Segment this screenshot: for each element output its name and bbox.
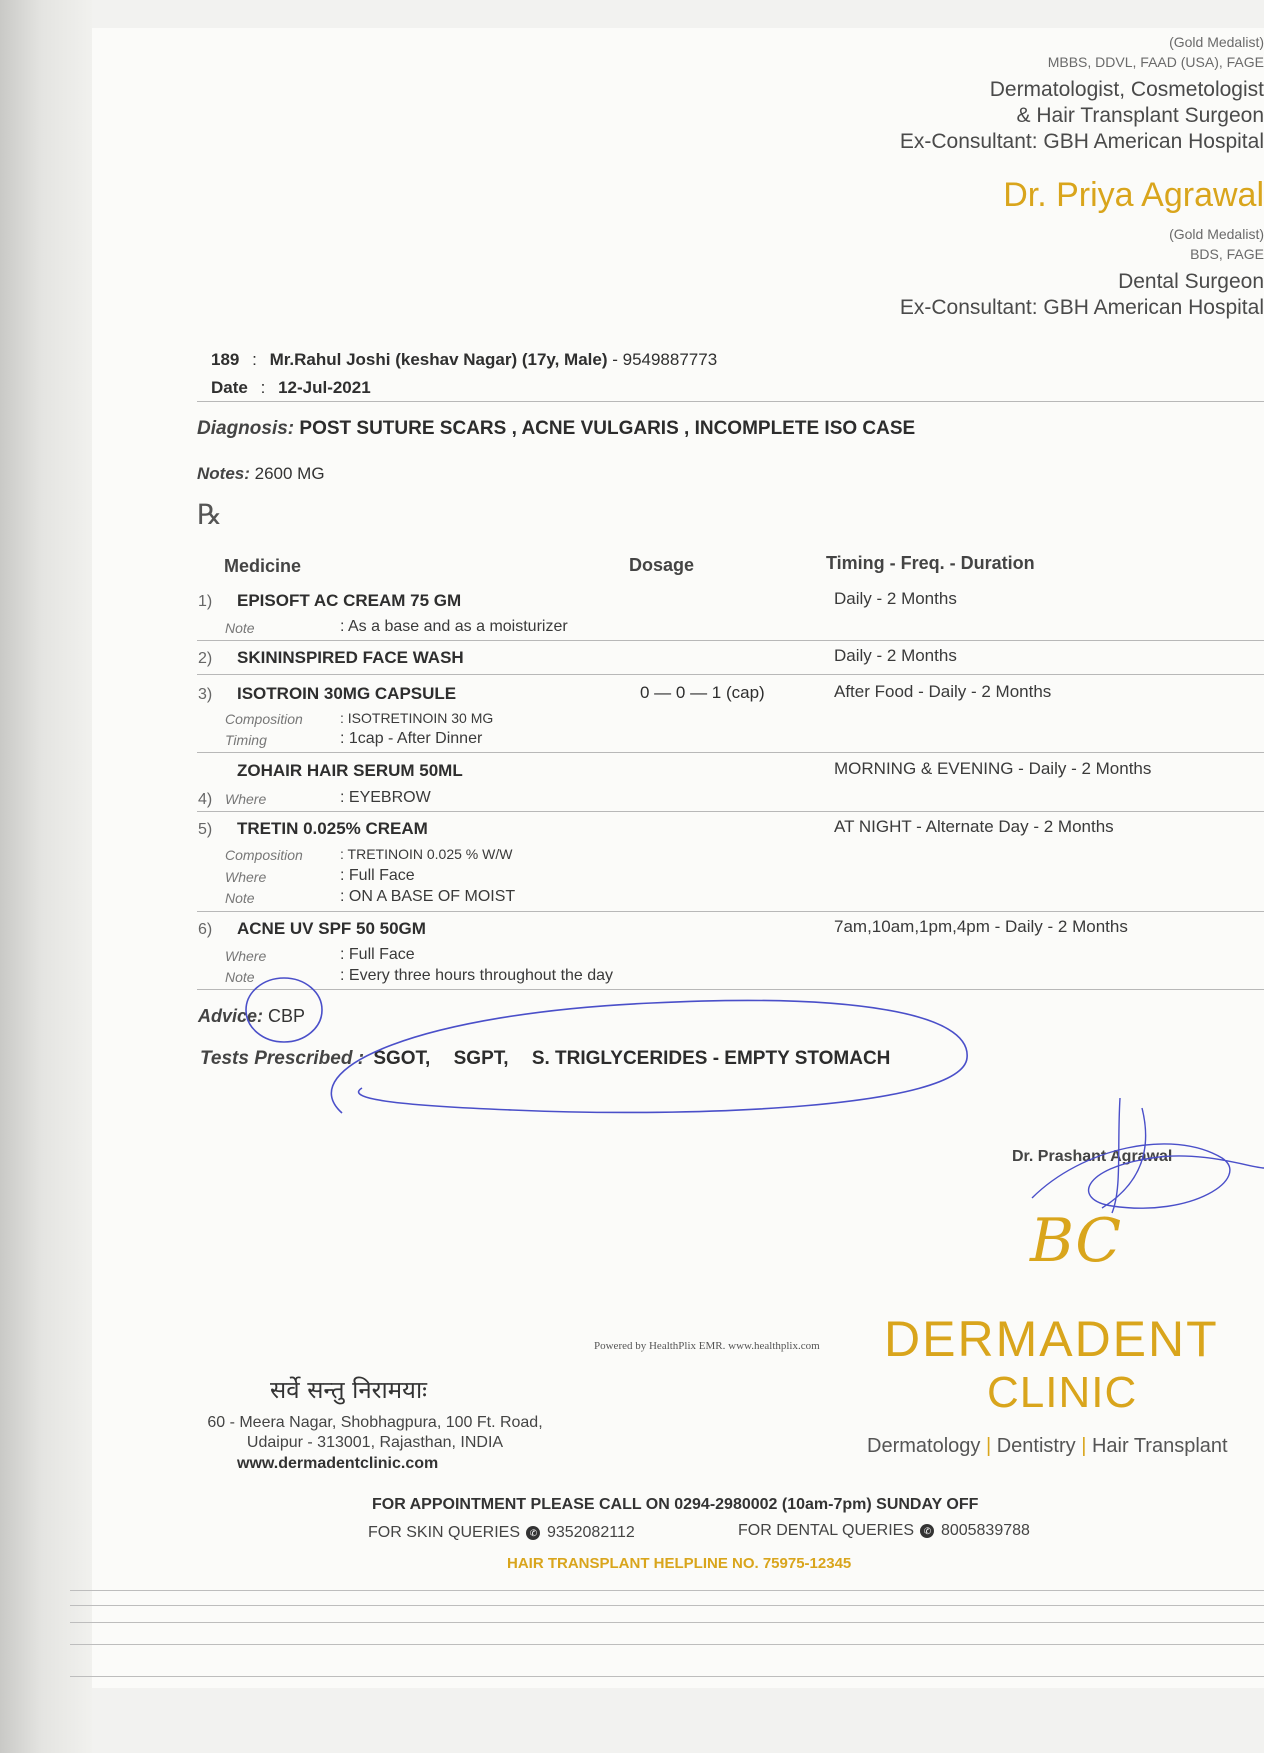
doctor2-role: Dental Surgeon — [1118, 270, 1264, 293]
test-item: SGPT, — [453, 1048, 509, 1069]
advice-value: CBP — [268, 1006, 306, 1026]
medicine-dosage: 0 — 0 — 1 (cap) — [640, 683, 765, 702]
dosage-header: Dosage — [629, 555, 695, 575]
sub-key: Note — [225, 969, 255, 985]
doctor1-role: Dermatologist, Cosmetologist — [989, 78, 1264, 101]
sub-value: : TRETINOIN 0.025 % W/W — [340, 846, 513, 862]
timing-header: Timing - Freq. - Duration — [826, 553, 1035, 573]
prescription-sheet — [92, 28, 1264, 1688]
notes-value: 2600 MG — [254, 464, 325, 483]
diagnosis-label: Diagnosis: — [197, 418, 295, 439]
sub-value: : As a base and as a moisturizer — [340, 618, 568, 635]
row-number: 2) — [198, 650, 213, 667]
medicine-timing: 7am,10am,1pm,4pm - Daily - 2 Months — [834, 917, 1128, 936]
doctor2-ex-consultant: Ex-Consultant: GBH American Hospital — [899, 296, 1264, 319]
sub-key: Timing — [225, 732, 267, 748]
sub-value: : Full Face — [340, 946, 415, 963]
dental-queries-label: FOR DENTAL QUERIES — [738, 1522, 915, 1539]
tagline-item: Dentistry — [996, 1435, 1076, 1457]
hair-transplant-helpline: HAIR TRANSPLANT HELPLINE NO. 75975-12345 — [507, 1555, 852, 1572]
sub-value: : EYEBROW — [340, 789, 431, 806]
medicine-timing: After Food - Daily - 2 Months — [834, 682, 1052, 701]
doctor2-name: Dr. Priya Agrawal — [1003, 176, 1264, 214]
appointment-info: FOR APPOINTMENT PLEASE CALL ON 0294-2980002 (10am-7pm) SUNDAY OFF — [372, 1496, 979, 1513]
rx-icon: ℞ — [197, 498, 223, 531]
tagline-item: Hair Transplant — [1091, 1435, 1228, 1457]
row-number: 4) — [198, 791, 213, 808]
sub-value: : ON A BASE OF MOIST — [340, 888, 516, 905]
medicine-timing: Daily - 2 Months — [834, 646, 957, 665]
medicine-header: Medicine — [224, 556, 302, 576]
sub-key: Composition — [225, 847, 303, 863]
tagline-item: Dermatology — [867, 1435, 981, 1457]
sub-value: : Every three hours throughout the day — [340, 967, 614, 984]
advice-label: Advice: — [198, 1006, 264, 1026]
medicine-timing: AT NIGHT - Alternate Day - 2 Months — [834, 817, 1114, 836]
row-number: 5) — [198, 821, 213, 838]
clinic-website: www.dermadentclinic.com — [237, 1455, 439, 1472]
test-item: S. TRIGLYCERIDES - EMPTY STOMACH — [531, 1048, 891, 1069]
doctor1-role-2: & Hair Transplant Surgeon — [1016, 104, 1264, 127]
sub-key: Composition — [225, 711, 303, 727]
medicine-name: ACNE UV SPF 50 50GM — [237, 919, 426, 938]
test-item: SGOT, — [373, 1048, 431, 1069]
notes-label: Notes: — [197, 464, 250, 483]
sub-value: : 1cap - After Dinner — [340, 730, 483, 747]
diagnosis-value: POST SUTURE SCARS , ACNE VULGARIS , INCOMPLETE ISO CASE — [299, 418, 916, 439]
clinic-logo-icon: BC — [1030, 1206, 1122, 1276]
doctor1-degrees: MBBS, DDVL, FAAD (USA), FAGE — [1047, 54, 1264, 70]
signature-scribble — [992, 1088, 1264, 1218]
doctor2-award: (Gold Medalist) — [1169, 226, 1264, 242]
row-number: 6) — [198, 921, 213, 938]
powered-by: Powered by HealthPlix EMR. www.healthplix.com — [594, 1340, 820, 1352]
tests-label: Tests Prescribed : — [200, 1048, 365, 1069]
tests-circle — [331, 1000, 967, 1113]
doctor2-degrees: BDS, FAGE — [1190, 246, 1264, 262]
brand-tagline — [867, 1435, 1228, 1458]
medicine-timing: Daily - 2 Months — [834, 589, 957, 608]
date-line: Date : 12-Jul-2021 — [211, 378, 371, 397]
binder-edge — [0, 0, 92, 1753]
brand-clinic: CLINIC — [987, 1368, 1138, 1417]
tagline-separator: | — [985, 1435, 992, 1457]
dental-queries-phone: 8005839788 — [940, 1522, 1030, 1539]
date-label: Date — [211, 378, 248, 397]
patient-name: Mr.Rahul Joshi (keshav Nagar) (17y, Male) — [269, 350, 608, 369]
whatsapp-icon: ✆ — [920, 1524, 934, 1538]
tagline-separator: | — [1081, 1435, 1087, 1457]
advice-circle — [246, 978, 322, 1042]
doctor1-award: (Gold Medalist) — [1169, 34, 1264, 50]
brand-name: DERMADENT — [884, 1311, 1219, 1367]
medicine-name: ISOTROIN 30MG CAPSULE — [237, 684, 457, 703]
sub-key: Where — [225, 948, 267, 964]
medicine-name: TRETIN 0.025% CREAM — [237, 819, 428, 838]
dental-queries — [738, 1522, 1030, 1540]
sub-key: Note — [225, 890, 255, 906]
row-number: 1) — [198, 593, 213, 610]
medicine-timing: MORNING & EVENING - Daily - 2 Months — [834, 759, 1152, 778]
skin-queries-label: FOR SKIN QUERIES — [368, 1524, 521, 1541]
patient-id: 189 — [211, 350, 240, 369]
address-line-1: 60 - Meera Nagar, Shobhagpura, 100 Ft. Road, — [207, 1414, 543, 1431]
skin-queries — [368, 1524, 635, 1542]
whatsapp-icon: ✆ — [526, 1526, 540, 1540]
medicine-name: EPISOFT AC CREAM 75 GM — [237, 591, 462, 610]
medicine-name: ZOHAIR HAIR SERUM 50ML — [237, 761, 463, 780]
patient-line: 189 : Mr.Rahul Joshi (keshav Nagar) (17y, Male) - 9549887773 — [211, 350, 718, 369]
address-line-2: Udaipur - 313001, Rajasthan, INDIA — [246, 1434, 504, 1451]
visit-date: 12-Jul-2021 — [278, 378, 371, 397]
signature-name: Dr. Prashant Agrawal — [1012, 1148, 1173, 1165]
skin-queries-phone: 9352082112 — [546, 1524, 635, 1541]
clinic-motto: सर्वे सन्तु निरामयाः — [270, 1376, 428, 1404]
row-number: 3) — [198, 686, 213, 703]
sub-value: : ISOTRETINOIN 30 MG — [340, 710, 494, 726]
patient-phone: - 9549887773 — [612, 350, 718, 369]
doctor1-ex-consultant: Ex-Consultant: GBH American Hospital — [899, 130, 1264, 153]
sub-key: Where — [225, 869, 267, 885]
sub-key: Where — [225, 791, 267, 807]
sub-value: : Full Face — [340, 867, 415, 884]
sub-key: Note — [225, 620, 255, 636]
medicine-name: SKININSPIRED FACE WASH — [237, 648, 464, 667]
